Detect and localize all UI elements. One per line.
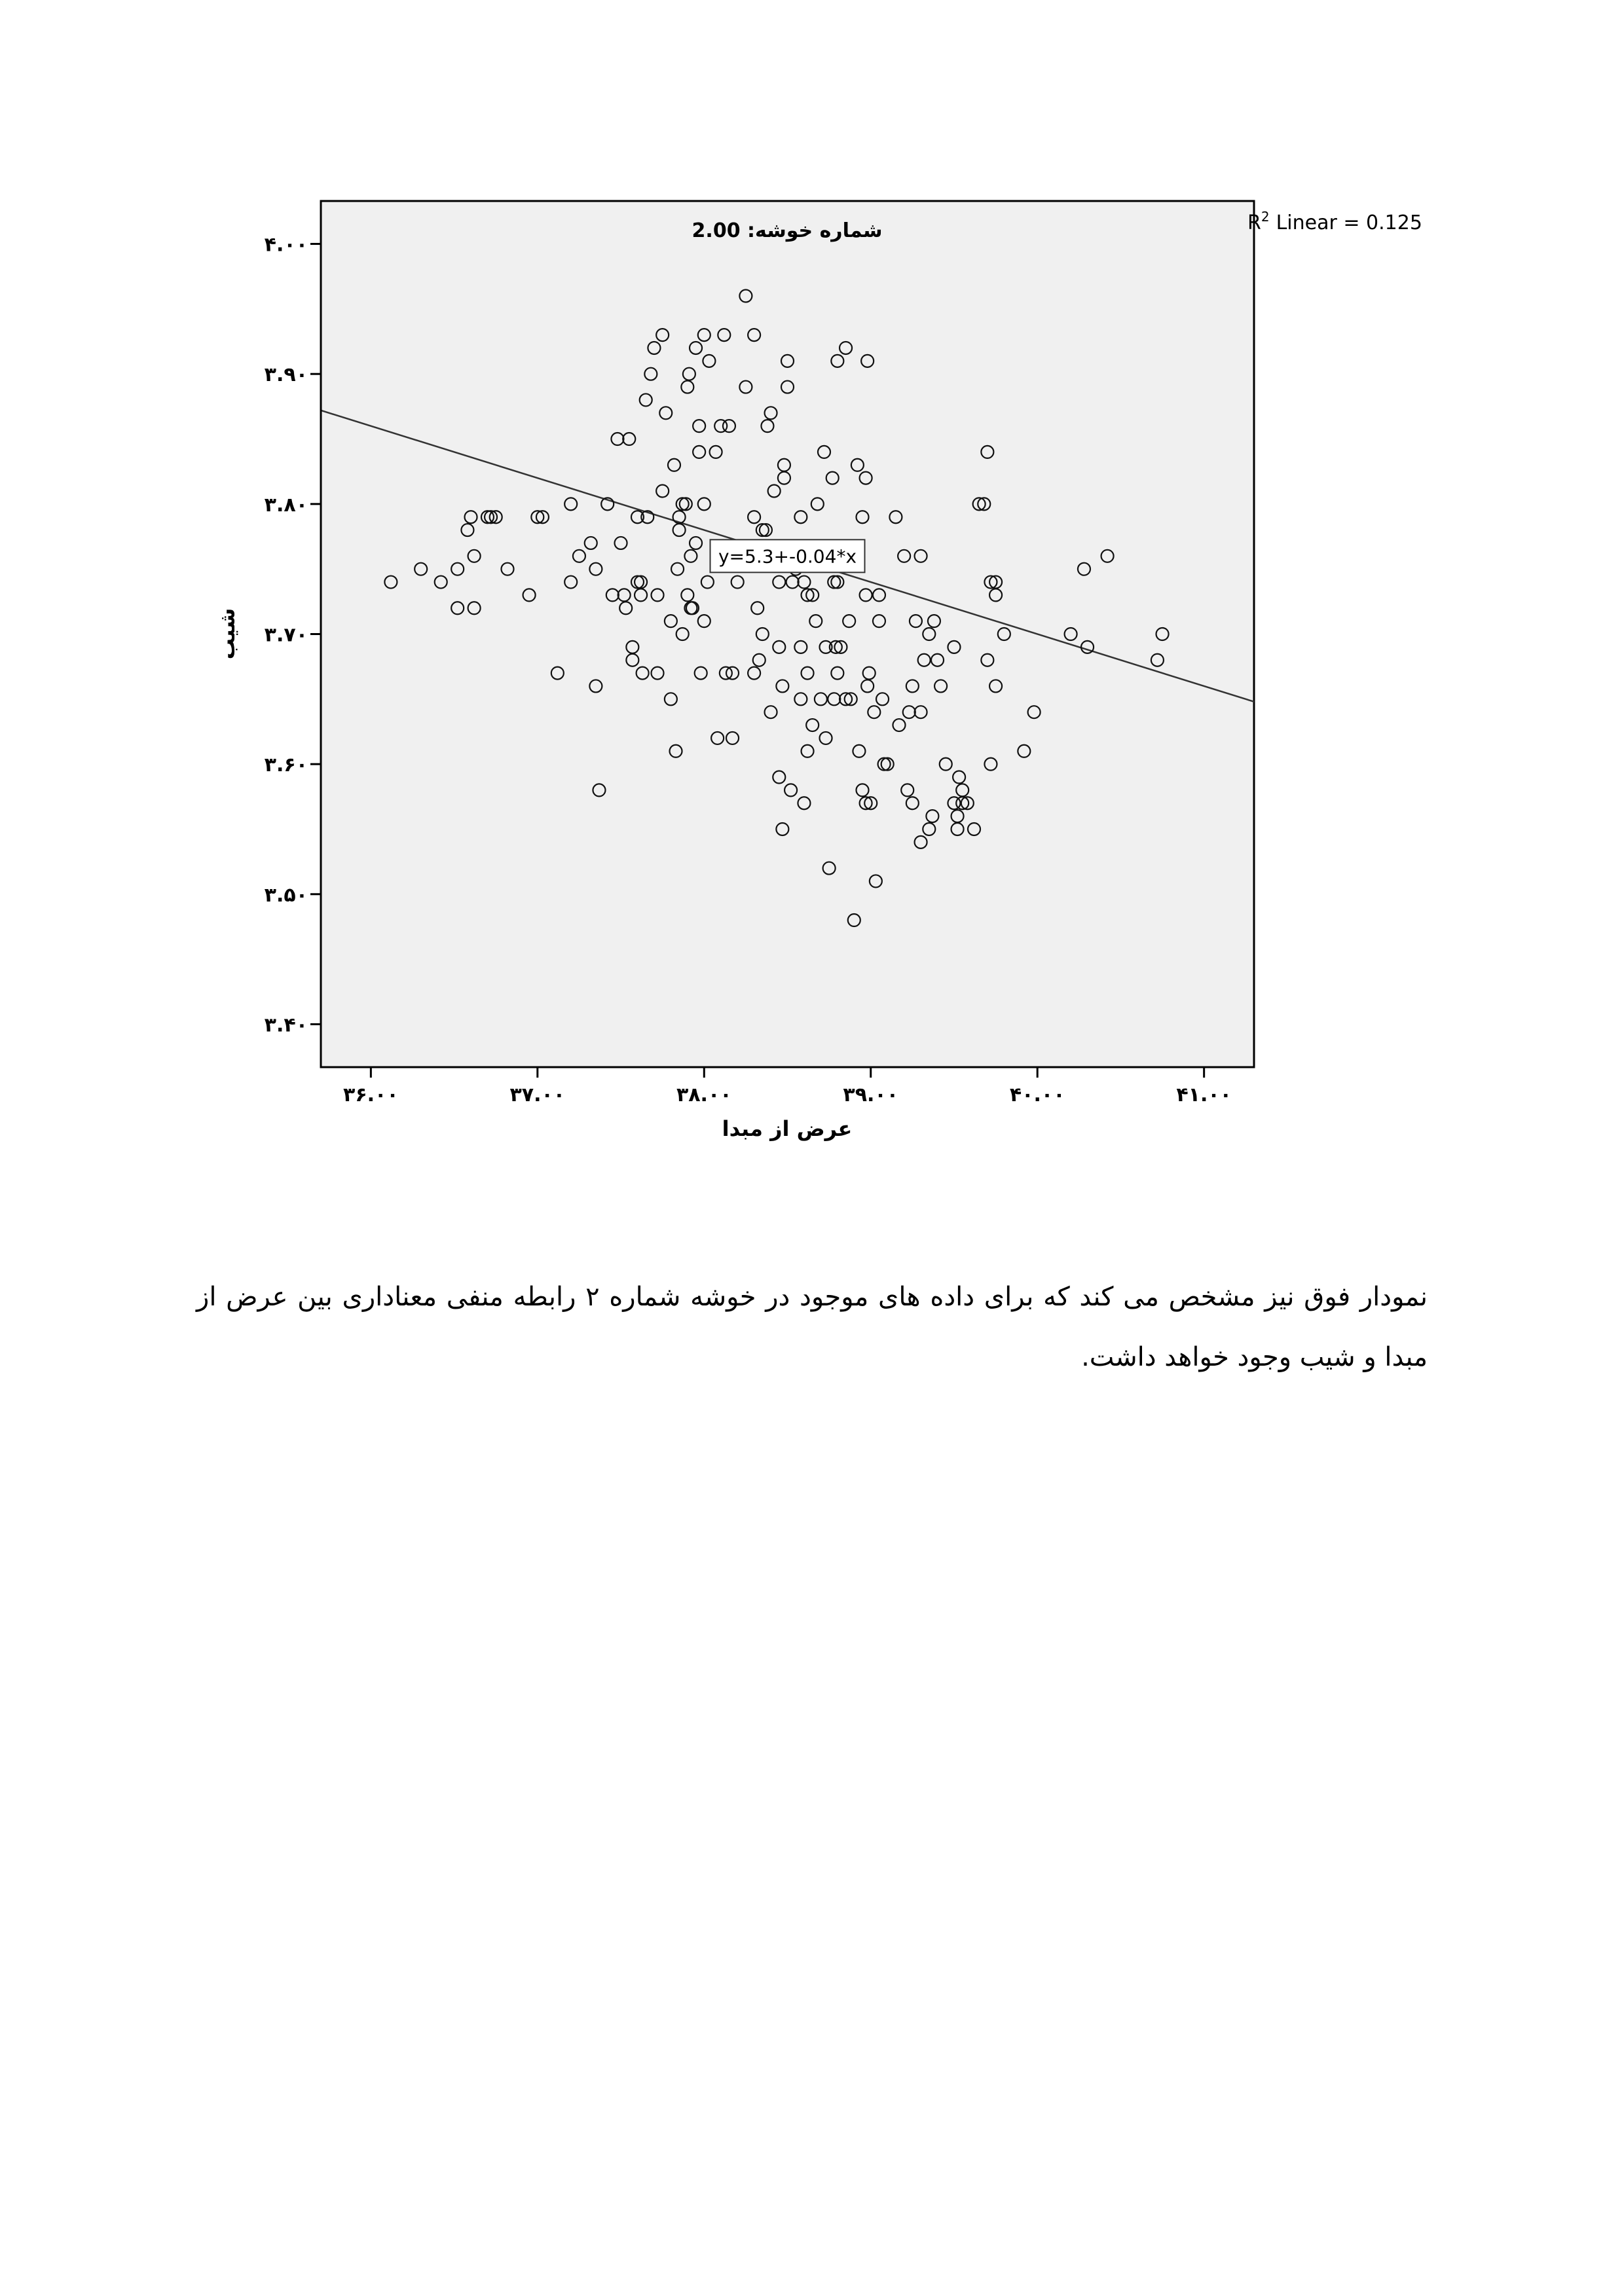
y-axis-label: شیب: [215, 608, 240, 660]
r2-value: Linear = 0.125: [1276, 211, 1422, 234]
x-axis-label: عرض از مبدا: [722, 1116, 853, 1141]
regression-label-layer: [710, 539, 865, 572]
y-tick-label: ۳.۸۰: [264, 493, 308, 517]
x-tick-label: ۴۱.۰۰: [1176, 1084, 1232, 1106]
y-tick-label: ۳.۵۰: [264, 883, 308, 907]
r2-prefix: R: [1247, 211, 1261, 234]
y-tick-label: ۳.۴۰: [264, 1013, 308, 1037]
y-tick-label: ۳.۷۰: [264, 623, 308, 647]
y-tick-label: ۳.۹۰: [264, 363, 308, 387]
x-tick-label: ۳۹.۰۰: [843, 1084, 899, 1106]
x-tick-label: ۳۷.۰۰: [509, 1084, 566, 1106]
regression-equation: y=5.3+-0.04*x: [718, 545, 857, 568]
body-paragraph: نمودار فوق نیز مشخص می کند که برای داده های موجود در خوشه شماره ۲ رابطه منفی معناداری بین عرض از مبدا و شیب وجود خواهد داشت.: [196, 1282, 1428, 1372]
x-tick-label: ۴۰.۰۰: [1009, 1084, 1065, 1106]
chart-title: شماره خوشه: 2.00: [692, 219, 883, 242]
r2-superscript: 2: [1261, 209, 1270, 225]
x-tick-label: ۳۶.۰۰: [343, 1084, 399, 1106]
r2-annotation: [1247, 209, 1422, 234]
x-tick-label: ۳۸.۰۰: [676, 1084, 732, 1106]
y-tick-label: ۴.۰۰: [264, 233, 308, 257]
plot-area: [321, 201, 1254, 1067]
y-tick-label: ۳.۶۰: [264, 754, 308, 777]
